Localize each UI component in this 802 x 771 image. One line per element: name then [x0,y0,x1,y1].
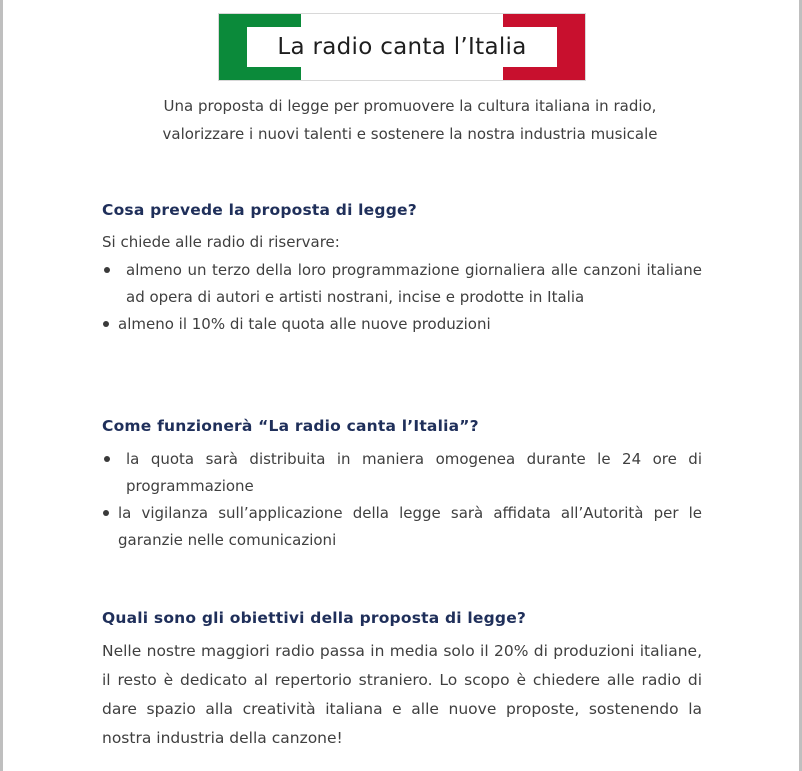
page-edge-left [0,0,3,771]
list-item: almeno un terzo della loro programmazione giornaliera alle canzoni italiane ad opera di autori e artisti nostrani, incise e prodotte in Italia [102,257,702,311]
section-heading-1: Cosa prevede la proposta di legge? [102,201,417,219]
section-3-body: Nelle nostre maggiori radio passa in media solo il 20% di produzioni italiane, il resto è dedicato al repertorio straniero. Lo scopo è chiedere alle radio di dare spazio alla creatività italiana e alle nuove proposte, sostenendo la nostra industria della canzone! [102,642,702,747]
bullet-icon [103,321,109,327]
list-item: almeno il 10% di tale quota alle nuove produzioni [102,311,702,338]
section-heading-2: Come funzionerà “La radio canta l’Italia”? [102,417,479,435]
bullet-icon [103,510,109,516]
list-item: la vigilanza sull’applicazione della legge sarà affidata all’Autorità per le garanzie nelle comunicazioni [102,500,702,554]
section-1-bullet-list [102,257,702,338]
list-item: la quota sarà distribuita in maniera omogenea durante le 24 ore di programmazione [102,446,702,500]
intro-line-1: Una proposta di legge per promuovere la cultura italiana in radio, [163,97,657,115]
section-1-lead: Si chiede alle radio di riservare: [102,233,340,251]
bullet-icon [104,456,110,462]
section-heading-3: Quali sono gli obiettivi della proposta di legge? [102,609,527,627]
intro-text [100,92,720,148]
section-2-bullet-list [102,446,702,554]
intro-line-2: valorizzare i nuovi talenti e sostenere la nostra industria musicale [162,125,658,143]
page-title: La radio canta l’Italia [247,27,557,67]
bullet-icon [104,267,110,273]
